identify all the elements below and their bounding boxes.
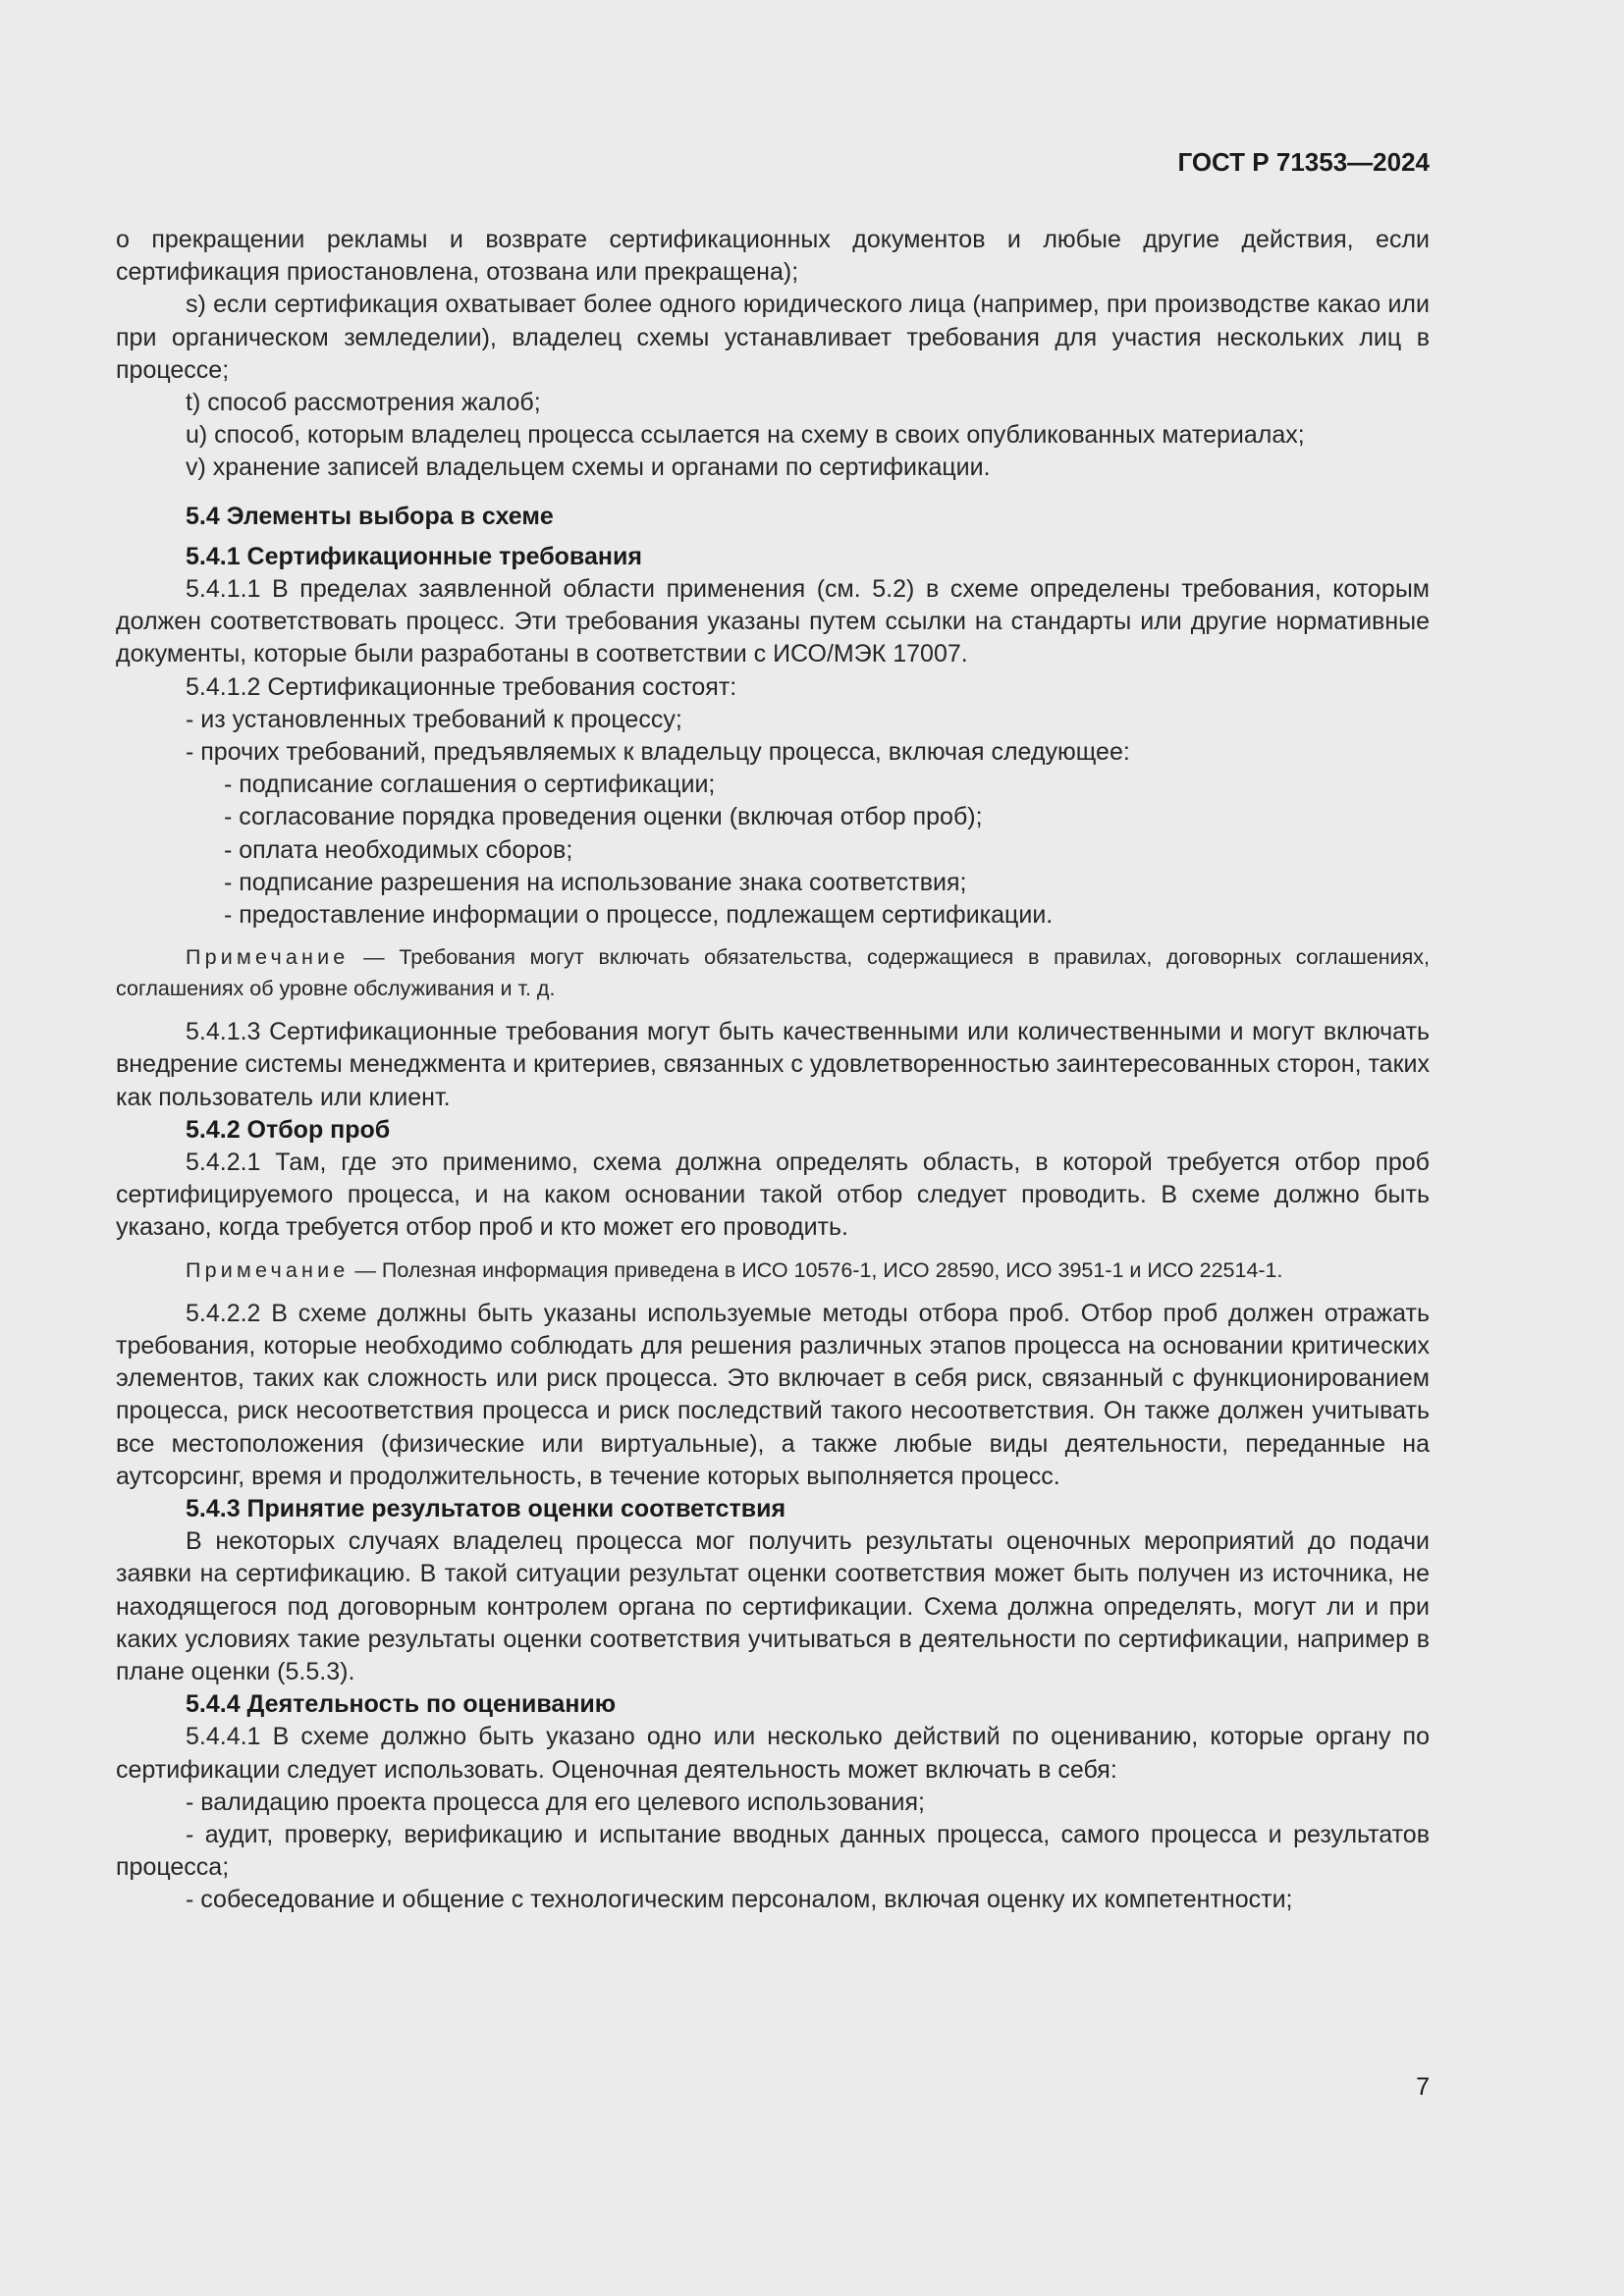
list-item: - прочих требований, предъявляемых к владельцу процесса, включая следующее:: [186, 738, 1130, 767]
subsection-heading: 5.4.2 Отбор проб: [186, 1115, 391, 1144]
paragraph: 5.4.1.2 Сертификационные требования состоят:: [186, 672, 737, 701]
list-item: - предоставление информации о процессе, подлежащем сертификации.: [224, 901, 1054, 930]
list-item: - оплата необходимых сборов;: [224, 835, 573, 864]
paragraph: о прекращении рекламы и возврате сертификационных документов и любые другие действия, если сертификация приостановлена, отозвана или прекращена);: [116, 226, 1430, 287]
subsection-heading: 5.4.3 Принятие результатов оценки соответствия: [186, 1494, 786, 1522]
list-item: - собеседование и общение с технологическим персоналом, включая оценку их компетентности;: [186, 1886, 1293, 1914]
list-item: t) способ рассмотрения жалоб;: [186, 389, 541, 417]
note-label: Примечание: [186, 945, 350, 970]
list-item: - подписание соглашения о сертификации;: [224, 771, 716, 799]
list-item: s) если сертификация охватывает более одного юридического лица (например, при производстве какао или при органическом земледелии), владелец схемы устанавливает требования для участия нескольких лиц в процессе;: [116, 291, 1430, 384]
document-id: ГОСТ Р 71353—2024: [1177, 147, 1430, 177]
paragraph: 5.4.1.1 В пределах заявленной области применения (см. 5.2) в схеме определены требования, которым должен соответствовать процесс. Эти требования указаны путем ссылки на стандарты или другие нормативные документы, которые были разработаны в соответствии с ИСО/МЭК 17007.: [116, 575, 1430, 668]
paragraph: 5.4.1.3 Сертификационные требования могут быть качественными или количественными и могут включать внедрение системы менеджмента и критериев, связанных с удовлетворенностью заинтересованных сторон, таких как пользователь или клиент.: [116, 1018, 1430, 1111]
note-text: — Полезная информация приведена в ИСО 10576-1, ИСО 28590, ИСО 3951-1 и ИСО 22514-1.: [349, 1257, 1283, 1282]
note-text: — Требования могут включать обязательства, содержащиеся в правилах, договорных соглашениях, соглашениях об уровне обслуживания и т. д.: [116, 945, 1430, 1001]
paragraph: В некоторых случаях владелец процесса мог получить результаты оценочных мероприятий до подачи заявки на сертификацию. В такой ситуации результат оценки соответствия может быть получен из источника, не находящегося под договорным контролем органа по сертификации. Схема должна определять, могут ли и при каких условиях такие результаты оценки соответствия учитываться в деятельности по сертификации, например в плане оценки (5.5.3).: [116, 1527, 1430, 1685]
list-item: u) способ, которым владелец процесса ссылается на схему в своих опубликованных материалах;: [186, 421, 1305, 450]
list-item: - аудит, проверку, верификацию и испытание вводных данных процесса, самого процесса и результатов процесса;: [116, 1820, 1430, 1882]
paragraph: 5.4.2.2 В схеме должны быть указаны используемые методы отбора проб. Отбор проб должен отражать требования, которые необходимо соблюдать для решения различных этапов процесса на основании критических элементов, таких как сложность или риск процесса. Это включает в себя риск, связанный с функционированием процесса, риск несоответствия процесса и риск последствий такого несоответствия. Он также должен учитывать все местоположения (физические или виртуальные), а также любые виды деятельности, переданные на аутсорсинг, время и продолжительность, в течение которых выполняется процесс.: [116, 1299, 1430, 1490]
section-heading: 5.4 Элементы выбора в схеме: [186, 502, 554, 530]
note: [116, 941, 1430, 1004]
list-item: - подписание разрешения на использование знака соответствия;: [224, 868, 967, 896]
paragraph: 5.4.4.1 В схеме должно быть указано одно или несколько действий по оцениванию, которые органу по сертификации следует использовать. Оценочная деятельность может включать в себя:: [116, 1723, 1430, 1784]
list-item: v) хранение записей владельцем схемы и органами по сертификации.: [186, 454, 991, 482]
page-number: 7: [1416, 2073, 1430, 2101]
subsection-heading: 5.4.4 Деятельность по оцениванию: [186, 1690, 617, 1719]
document-body: [116, 224, 1430, 1917]
paragraph: 5.4.2.1 Там, где это применимо, схема должна определять область, в которой требуется отбор проб сертифицируемого процесса, и на каком основании такой отбор следует проводить. В схеме должно быть указано, когда требуется отбор проб и кто может его проводить.: [116, 1148, 1430, 1242]
list-item: - валидацию проекта процесса для его целевого использования;: [186, 1788, 925, 1816]
list-item: - из установленных требований к процессу;: [186, 705, 682, 733]
note-label: Примечание: [186, 1257, 350, 1282]
subsection-heading: 5.4.1 Сертификационные требования: [186, 542, 642, 570]
note: [116, 1255, 1430, 1286]
list-item: - согласование порядка проведения оценки (включая отбор проб);: [224, 803, 983, 831]
